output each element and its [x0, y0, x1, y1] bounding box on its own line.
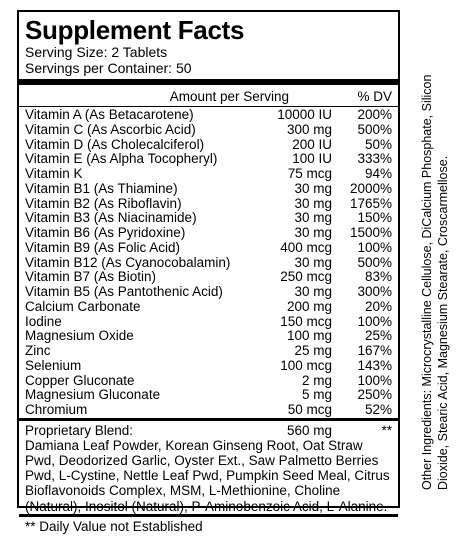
nutrient-dv: 200%: [357, 107, 392, 122]
nutrient-dv: 150%: [357, 210, 392, 226]
nutrient-name: Magnesium Oxide: [25, 328, 134, 344]
nutrient-amount: 2 mg: [301, 372, 332, 388]
nutrient-row: [25, 403, 392, 418]
nutrient-row: [25, 108, 392, 123]
thick-divider: [19, 79, 398, 85]
nutrient-name: Copper Gluconate: [25, 372, 135, 388]
nutrient-amount: 30 mg: [294, 284, 332, 299]
nutrient-row: [25, 315, 392, 330]
nutrient-amount: 30 mg: [294, 195, 332, 211]
nutrient-row: [25, 182, 392, 197]
nutrient-name: Zinc: [25, 343, 51, 358]
nutrient-name: Vitamin A (As Betacarotene): [25, 107, 194, 122]
column-header: [25, 88, 392, 106]
nutrient-name: Magnesium Gluconate: [25, 387, 161, 403]
nutrient-name: Vitamin E (As Alpha Tocopheryl): [25, 151, 218, 167]
amount-header: Amount per Serving: [169, 89, 289, 104]
nutrient-dv: **: [381, 422, 392, 438]
nutrient-name: Selenium: [25, 357, 82, 373]
proprietary-blend: [25, 421, 392, 514]
other-ingredients: Other Ingredients: Microcrystalline Cellulose, DiCalcium Phosphate, Silicon Dioxide, Stearic Acid, Magnesium Stearate, Croscarmellose.: [420, 74, 450, 490]
nutrient-amount: 50 mcg: [287, 402, 332, 417]
nutrient-row: [25, 152, 392, 167]
nutrient-amount: 30 mg: [294, 254, 332, 270]
nutrient-row: [25, 123, 392, 138]
nutrient-name: Vitamin B6 (As Pyridoxine): [25, 225, 186, 240]
nutrient-dv: 500%: [357, 254, 392, 270]
nutrient-name: Iodine: [25, 313, 62, 329]
blend-ingredients: Damiana Leaf Powder, Korean Ginseng Root, Oat Straw Pwd, Deodorized Garlic, Oyster Ext., Saw Palmetto Berries Pwd, L-Cystine, Nettle Leaf Pwd, Pumpkin Seed Meal, Citrus Bioflavonoids Complex, MSM, L-Methionine, Choline (Natural), Inositol (Natural), P-Aminobenzoic Acid, L-Alanine.: [25, 437, 390, 514]
nutrient-row: [25, 167, 392, 182]
nutrient-dv: 2000%: [349, 180, 392, 196]
nutrient-name: Vitamin B5 (As Pantothenic Acid): [25, 284, 223, 299]
nutrient-amount: 30 mg: [294, 210, 332, 226]
proprietary-blend-row: [25, 423, 392, 438]
nutrient-name: Chromium: [25, 402, 88, 417]
nutrient-row: [25, 374, 392, 389]
nutrient-row: [25, 241, 392, 256]
nutrient-list: [25, 107, 392, 418]
nutrient-row: [25, 270, 392, 285]
nutrient-dv: 83%: [364, 269, 392, 285]
nutrient-row: [25, 226, 392, 241]
nutrient-dv: 52%: [364, 402, 392, 417]
nutrient-row: [25, 197, 392, 212]
nutrient-dv: 50%: [364, 136, 392, 152]
nutrient-name: Vitamin B3 (As Niacinamide): [25, 210, 197, 226]
nutrient-row: [25, 329, 392, 344]
nutrient-name: Vitamin C (As Ascorbic Acid): [25, 121, 196, 137]
nutrient-name: Vitamin B12 (As Cyanocobalamin): [25, 254, 231, 270]
nutrient-amount: 100 mcg: [280, 357, 332, 373]
nutrient-row: [25, 211, 392, 226]
nutrient-amount: 100 IU: [292, 151, 332, 167]
nutrient-name: Vitamin B2 (As Riboflavin): [25, 195, 182, 211]
nutrient-dv: 100%: [357, 372, 392, 388]
nutrient-dv: 500%: [357, 121, 392, 137]
nutrient-amount: 400 mcg: [280, 239, 332, 255]
nutrient-row: [25, 359, 392, 374]
nutrient-amount: 10000 IU: [277, 107, 332, 122]
nutrient-amount: 5 mg: [301, 387, 332, 403]
nutrient-row: [25, 388, 392, 403]
nutrient-name: Vitamin B9 (As Folic Acid): [25, 239, 181, 255]
nutrient-amount: 25 mg: [294, 343, 332, 358]
nutrient-dv: 143%: [357, 357, 392, 373]
nutrient-amount: 30 mg: [294, 180, 332, 196]
nutrient-amount: 200 IU: [292, 136, 332, 152]
nutrient-dv: 333%: [357, 151, 392, 167]
nutrient-dv: 300%: [357, 284, 392, 299]
nutrient-amount: 200 mg: [286, 298, 332, 314]
nutrient-dv: 20%: [364, 298, 392, 314]
nutrient-dv: 100%: [357, 239, 392, 255]
nutrient-name: Vitamin K: [25, 166, 83, 181]
nutrient-amount: 30 mg: [294, 225, 332, 240]
nutrient-amount: 560 mg: [286, 422, 332, 438]
nutrient-dv: 94%: [364, 166, 392, 181]
panel-title: Supplement Facts: [25, 15, 245, 45]
nutrient-amount: 250 mcg: [280, 269, 332, 285]
nutrient-amount: 150 mcg: [280, 313, 332, 329]
footnote: ** Daily Value not Established: [25, 518, 203, 534]
nutrient-name: Vitamin B1 (As Thiamine): [25, 180, 178, 196]
dv-header: % DV: [357, 89, 392, 104]
nutrient-dv: 25%: [364, 328, 392, 344]
nutrient-name: Vitamin D (As Cholecalciferol): [25, 136, 205, 152]
nutrient-dv: 1500%: [349, 225, 392, 240]
nutrient-dv: 250%: [357, 387, 392, 403]
supplement-facts-panel: [17, 10, 400, 534]
nutrient-name: Vitamin B7 (As Biotin): [25, 269, 157, 285]
nutrient-row: [25, 344, 392, 359]
nutrient-name: Proprietary Blend:: [25, 422, 134, 438]
nutrient-amount: 300 mg: [286, 121, 332, 137]
nutrient-dv: 100%: [357, 313, 392, 329]
servings-per-container: Servings per Container: 50: [25, 60, 192, 76]
nutrient-row: [25, 138, 392, 153]
serving-size: Serving Size: 2 Tablets: [25, 44, 168, 60]
nutrient-dv: 167%: [357, 343, 392, 358]
nutrient-dv: 1765%: [349, 195, 392, 211]
nutrient-row: [25, 256, 392, 271]
nutrient-row: [25, 300, 392, 315]
nutrient-amount: 75 mcg: [287, 166, 332, 181]
nutrient-name: Calcium Carbonate: [25, 298, 141, 314]
nutrient-amount: 100 mg: [286, 328, 332, 344]
nutrient-row: [25, 285, 392, 300]
